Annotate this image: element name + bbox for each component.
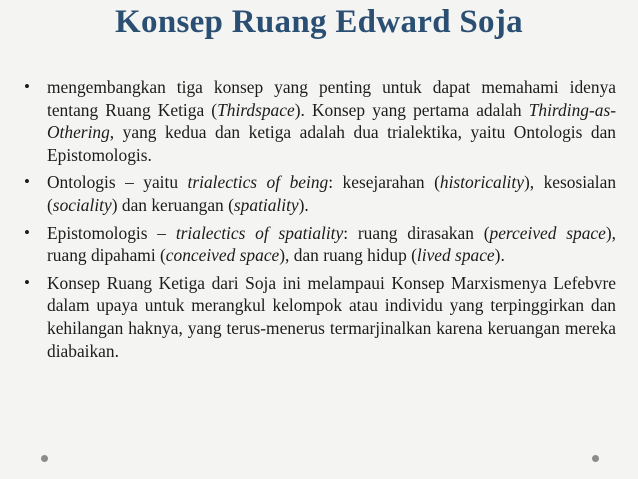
bullet-3-text: ), ruang dipahami ( bbox=[47, 222, 616, 266]
bullet-2-text: ) dan keruangan ( bbox=[111, 194, 234, 215]
bullet-3-text: ), dan ruang hidup ( bbox=[279, 245, 417, 266]
bullet-3-term: trialectics of spatiality bbox=[175, 222, 344, 243]
bullet-item-1 bbox=[22, 76, 616, 166]
bullet-marker: • bbox=[24, 172, 30, 192]
bullet-2-term: historicality bbox=[439, 172, 524, 193]
bullet-list bbox=[22, 76, 616, 367]
bullet-2-text: : kesejarahan ( bbox=[328, 172, 440, 193]
bullet-4-text: Konsep Ruang Ketiga dari Soja ini melampaui Konsep Marxismenya Lefebvre dalam upaya untuk merangkul kelompok atau individu yang terpinggirkan dan kehilangan haknya, yang terus-menerus termarjinalkan karena keruangan mereka diabaikan. bbox=[47, 272, 616, 361]
bullet-1-term: Thirding-as-Othering bbox=[47, 99, 617, 143]
bullet-item-3 bbox=[22, 222, 616, 267]
bullet-1-term: Thirdspace bbox=[217, 99, 295, 120]
bullet-3-text: : ruang dirasakan ( bbox=[343, 222, 490, 243]
bullet-1-text: , yang kedua dan ketiga adalah dua trialektika, yaitu Ontologis dan Epistomologis. bbox=[47, 122, 616, 165]
bullet-3-term: perceived space bbox=[489, 222, 606, 243]
bullet-2-term: spatiality bbox=[233, 194, 299, 215]
bullet-2-text: ). bbox=[298, 194, 309, 215]
bullet-marker: • bbox=[24, 77, 30, 96]
bullet-item-2 bbox=[22, 171, 616, 216]
corner-dot-right bbox=[592, 455, 599, 462]
bullet-3-term: conceived space bbox=[165, 245, 280, 266]
bullet-3-text: Epistomologis – bbox=[47, 222, 176, 243]
bullet-3-term: lived space bbox=[416, 245, 495, 266]
bullet-marker: • bbox=[24, 272, 30, 292]
bullet-2-term: trialectics of being bbox=[187, 172, 329, 193]
bullet-2-text: Ontologis – yaitu bbox=[47, 172, 188, 193]
corner-dot-left bbox=[41, 455, 48, 462]
bullet-1-text: mengembangkan tiga konsep yang penting untuk dapat memahami idenya tentang Ruang Ketiga ( bbox=[47, 77, 616, 120]
bullet-item-4 bbox=[22, 272, 616, 362]
bullet-marker: • bbox=[24, 222, 30, 242]
bullet-1-text: ). Konsep yang pertama adalah bbox=[294, 99, 529, 120]
slide-title: Konsep Ruang Edward Soja bbox=[115, 4, 523, 40]
bullet-3-text: ). bbox=[494, 245, 505, 266]
bullet-2-text: ), kesosialan ( bbox=[47, 172, 617, 215]
bullet-2-term: sociality bbox=[52, 194, 112, 215]
